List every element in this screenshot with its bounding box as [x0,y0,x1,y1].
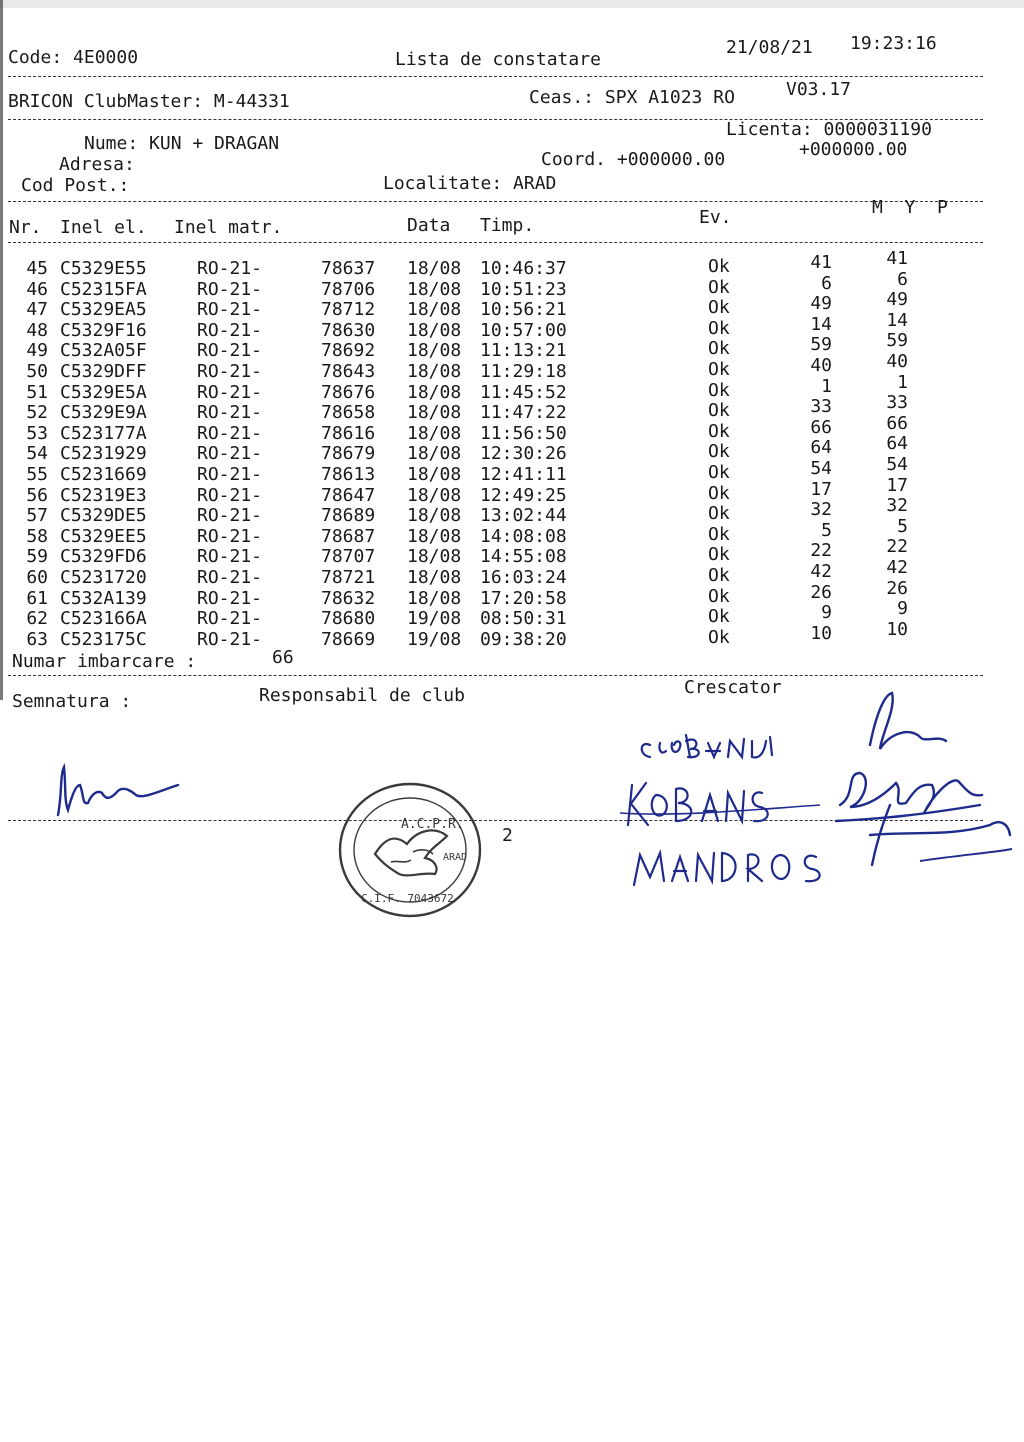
row-event: Ok [708,606,730,628]
row-event: Ok [708,400,730,422]
row-date: 18/08 [407,484,462,506]
row-nr: 62 [26,608,48,630]
row-event: Ok [708,276,730,298]
row-m: 6 [821,272,832,294]
row-event: Ok [708,462,730,483]
row-nr: 45 [26,258,48,279]
row-time: 10:51:23 [480,278,567,300]
row-p: 40 [886,351,908,372]
row-p: 59 [886,330,908,352]
row-time: 13:02:44 [480,505,567,527]
print-time: 19:23:16 [850,33,937,54]
row-m: 5 [821,519,832,541]
row-ring-prefix: RO-21- [197,319,263,341]
row-ring-prefix: RO-21- [197,443,263,465]
row-ring-electronic: C5329E9A [60,402,147,424]
row-p: 54 [886,454,908,475]
row-ring-electronic: C5231929 [60,443,147,465]
row-m: 42 [810,561,832,582]
row-nr: 52 [26,402,48,424]
row-date: 18/08 [407,443,462,465]
row-m: 22 [810,540,832,562]
row-time: 09:38:20 [480,628,567,650]
divider [8,675,983,676]
row-ring-number: 78616 [321,422,376,444]
row-m: 54 [810,458,832,479]
row-ring-number: 78689 [321,505,376,527]
row-p: 6 [897,268,908,290]
boarding-label: Numar imbarcare : [12,651,197,672]
coord-value-2: +000000.00 [799,139,908,160]
row-event: Ok [708,359,730,380]
table-row [0,248,1000,279]
row-ring-number: 78647 [321,484,376,506]
signature-label: Semnatura : [12,691,132,712]
row-date: 18/08 [407,546,462,568]
stamp-text-right: ARAD [443,852,468,863]
row-m: 32 [810,499,832,521]
row-date: 18/08 [407,299,462,321]
row-p: 26 [886,577,908,599]
row-ring-number: 78613 [321,464,376,485]
row-time: 12:30:26 [480,443,567,465]
row-nr: 59 [26,546,48,568]
row-time: 17:20:58 [480,587,567,609]
row-nr: 60 [26,567,48,588]
row-m: 40 [810,355,832,376]
version: V03.17 [786,79,852,100]
row-event: Ok [708,585,730,607]
row-p: 14 [886,309,908,331]
stamp-text-top: A.C.P.R. [401,817,464,832]
row-date: 19/08 [407,608,462,630]
row-ring-prefix: RO-21- [197,525,263,547]
row-p: 9 [897,598,908,620]
boarding-count: 66 [272,647,294,668]
row-ring-prefix: RO-21- [197,340,263,362]
row-time: 14:55:08 [480,546,567,568]
row-date: 18/08 [407,505,462,527]
row-ring-number: 78687 [321,525,376,547]
row-p: 49 [886,289,908,311]
club-responsible-label: Responsabil de club [259,685,465,706]
row-event: Ok [708,256,730,277]
row-nr: 50 [26,361,48,382]
row-nr: 47 [26,299,48,321]
row-event: Ok [708,338,730,360]
row-date: 18/08 [407,258,462,279]
row-ring-prefix: RO-21- [197,402,263,424]
row-time: 12:49:25 [480,484,567,506]
row-ring-electronic: C5329EA5 [60,299,147,321]
row-ring-electronic: C532A139 [60,587,147,609]
row-ring-prefix: RO-21- [197,381,263,403]
row-event: Ok [708,626,730,648]
row-time: 11:13:21 [480,340,567,362]
row-nr: 48 [26,319,48,341]
coord-label: Coord. +000000.00 [541,149,726,170]
row-ring-number: 78680 [321,608,376,630]
row-time: 16:03:24 [480,567,567,588]
row-ring-electronic: C52319E3 [60,484,147,506]
row-ring-electronic: C5329FD6 [60,546,147,568]
row-event: Ok [708,503,730,525]
row-ring-electronic: C5329E55 [60,258,147,279]
row-p: 22 [886,536,908,558]
row-nr: 56 [26,484,48,506]
row-ring-prefix: RO-21- [197,464,263,485]
clock-id: Ceas.: SPX A1023 RO [529,87,735,108]
row-m: 9 [821,602,832,624]
address-label: Adresa: [59,154,135,175]
row-m: 64 [810,437,832,459]
row-time: 11:47:22 [480,402,567,424]
row-ring-number: 78630 [321,319,376,341]
row-event: Ok [708,482,730,504]
row-m: 14 [810,313,832,335]
col-data: Data [407,215,451,236]
row-m: 1 [821,375,832,397]
row-m: 59 [810,334,832,356]
row-date: 18/08 [407,381,462,403]
row-p: 33 [886,392,908,414]
row-ring-prefix: RO-21- [197,361,263,382]
row-time: 10:57:00 [480,319,567,341]
row-p: 41 [886,248,908,269]
locality: Localitate: ARAD [383,173,557,194]
row-m: 17 [810,478,832,500]
row-ring-electronic: C5329F16 [60,319,147,341]
row-p: 66 [886,412,908,434]
postal-code-label: Cod Post.: [21,175,130,196]
row-m: 49 [810,293,832,315]
handwritten-signature-left [50,755,190,825]
row-date: 18/08 [407,319,462,341]
row-time: 10:46:37 [480,258,567,279]
row-ring-prefix: RO-21- [197,484,263,506]
col-inel-el: Inel el. [60,217,147,238]
row-time: 14:08:08 [480,525,567,547]
col-ev: Ev. [699,207,732,228]
row-nr: 55 [26,464,48,485]
row-p: 64 [886,433,908,455]
row-ring-number: 78643 [321,361,376,382]
row-m: 10 [810,622,832,644]
handwritten-signatures-right [620,685,1020,895]
row-nr: 51 [26,381,48,403]
row-ring-number: 78669 [321,628,376,650]
row-event: Ok [708,297,730,319]
row-event: Ok [708,523,730,545]
row-ring-electronic: C52315FA [60,278,147,300]
row-ring-number: 78637 [321,258,376,279]
row-event: Ok [708,317,730,339]
row-event: Ok [708,441,730,463]
row-m: 26 [810,581,832,603]
row-ring-prefix: RO-21- [197,258,263,279]
stamp-text-bottom: C.I.F. 7043672 [361,892,454,905]
row-ring-prefix: RO-21- [197,567,263,588]
row-date: 18/08 [407,402,462,424]
row-ring-electronic: C5231720 [60,567,147,588]
row-time: 12:41:11 [480,464,567,485]
row-p: 10 [886,618,908,640]
row-nr: 46 [26,278,48,300]
row-ring-electronic: C532A05F [60,340,147,362]
row-date: 18/08 [407,361,462,382]
row-date: 18/08 [407,422,462,444]
row-time: 11:29:18 [480,361,567,382]
row-nr: 53 [26,422,48,444]
row-nr: 61 [26,587,48,609]
row-date: 19/08 [407,628,462,650]
row-p: 32 [886,495,908,517]
row-ring-prefix: RO-21- [197,299,263,321]
row-ring-electronic: C523177A [60,422,147,444]
row-date: 18/08 [407,278,462,300]
row-ring-prefix: RO-21- [197,608,263,630]
row-m: 41 [810,252,832,273]
code-label: Code: 4E0000 [8,47,139,68]
row-ring-number: 78676 [321,381,376,403]
row-ring-number: 78679 [321,443,376,465]
document-title: Lista de constatare [395,49,601,70]
row-nr: 58 [26,525,48,547]
license: Licenta: 0000031190 [726,119,932,140]
club-master: BRICON ClubMaster: M-44331 [8,91,290,112]
row-ring-electronic: C523175C [60,628,147,650]
row-ring-electronic: C5329DFF [60,361,147,382]
row-ring-number: 78721 [321,567,376,588]
row-nr: 63 [26,628,48,650]
row-ring-prefix: RO-21- [197,628,263,650]
row-ring-electronic: C5329E5A [60,381,147,403]
row-ring-electronic: C5329EE5 [60,525,147,547]
col-myp: M Y P [872,197,948,218]
col-inel-matr: Inel matr. [174,217,283,238]
row-p: 5 [897,515,908,537]
row-time: 10:56:21 [480,299,567,321]
row-event: Ok [708,420,730,442]
row-ring-prefix: RO-21- [197,422,263,444]
col-nr: Nr. [9,217,42,238]
row-ring-electronic: C523166A [60,608,147,630]
row-time: 11:56:50 [480,422,567,444]
row-event: Ok [708,565,730,586]
print-date: 21/08/21 [726,37,813,58]
row-ring-prefix: RO-21- [197,505,263,527]
scan-edge-top [0,0,1024,8]
row-ring-electronic: C5329DE5 [60,505,147,527]
row-p: 42 [886,557,908,578]
row-date: 18/08 [407,587,462,609]
row-p: 17 [886,474,908,496]
row-ring-number: 78658 [321,402,376,424]
page-number: 2 [502,825,513,846]
col-timp: Timp. [480,215,535,236]
row-date: 18/08 [407,340,462,362]
row-nr: 54 [26,443,48,465]
divider [8,242,983,243]
divider [8,76,983,77]
row-date: 18/08 [407,567,462,588]
row-event: Ok [708,544,730,566]
row-time: 08:50:31 [480,608,567,630]
row-p: 1 [897,371,908,393]
row-ring-prefix: RO-21- [197,546,263,568]
breeder-label: Crescator [684,677,782,698]
row-ring-number: 78706 [321,278,376,300]
row-m: 66 [810,416,832,438]
row-time: 11:45:52 [480,381,567,403]
row-date: 18/08 [407,464,462,485]
row-ring-electronic: C5231669 [60,464,147,485]
owner-name: Nume: KUN + DRAGAN [84,133,280,154]
row-ring-prefix: RO-21- [197,587,263,609]
row-ring-prefix: RO-21- [197,278,263,300]
club-stamp [335,778,485,923]
row-ring-number: 78707 [321,546,376,568]
row-nr: 49 [26,340,48,362]
row-ring-number: 78632 [321,587,376,609]
row-event: Ok [708,379,730,401]
row-nr: 57 [26,505,48,527]
row-m: 33 [810,396,832,418]
row-ring-number: 78712 [321,299,376,321]
row-date: 18/08 [407,525,462,547]
divider [8,201,983,202]
row-ring-number: 78692 [321,340,376,362]
